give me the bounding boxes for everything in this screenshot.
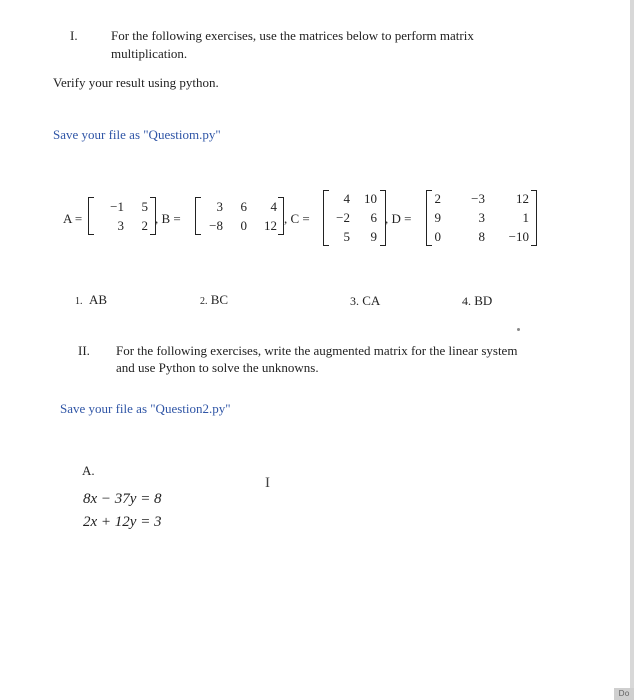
matrix-c-cell: 4 [343,191,350,206]
matrix-d-cell: 3 [478,210,485,225]
exercise-label: CA [362,293,381,308]
matrix-b-cell: 6 [240,199,247,214]
exercise-number: 4. [462,294,471,308]
stray-dot [517,328,520,331]
section-1-instruction-line-1: For the following exercises, use the matrices below to perform matrix [111,28,474,43]
matrix-c-cell: −2 [336,210,350,225]
matrix-d-cell: 2 [434,191,441,206]
matrix-d-cell: 8 [478,229,485,244]
matrix-d-cell: 12 [516,191,529,206]
matrix-a-cell: 5 [141,199,148,214]
matrix-a-cell: 2 [141,218,148,233]
matrix-a-cell: −1 [110,199,124,214]
matrix-c-cell: 10 [364,191,377,206]
matrix-d-cell: −3 [471,191,485,206]
matrix-c-cell: 9 [370,229,377,244]
equation-2: 2x + 12y = 3 [83,514,162,530]
corner-badge[interactable]: Do [614,688,634,700]
section-1-numeral: I. [70,28,78,43]
exercise-number: 1. [75,296,83,307]
matrix-a-left-bracket [88,197,94,235]
part-a-label: A. [82,463,95,478]
matrix-c-cell: 5 [343,229,350,244]
verify-note: Verify your result using python. [53,75,219,90]
matrix-c-label: , C = [284,211,310,226]
section-1-instruction-line-2: multiplication. [111,46,188,61]
matrix-b-cell: 4 [270,199,277,214]
save-note-question-1: Save your file as "Questiom.py" [53,127,221,142]
exercise-4 [462,292,492,310]
matrix-d-right-bracket [531,190,537,246]
matrix-d-cell: 0 [434,229,441,244]
exercise-3 [350,292,380,310]
matrix-c-cell: 6 [370,210,377,225]
matrix-d-cell: −10 [508,229,529,244]
page-edge-shadow [630,0,634,700]
exercise-1 [75,291,107,310]
matrix-d-cell: 9 [434,210,441,225]
matrix-b-cell: −8 [209,218,223,233]
matrix-a-label: A = [63,211,83,226]
section-2-instruction-line-1: For the following exercises, write the augmented matrix for the linear system [116,343,518,358]
matrix-b-label: , B = [155,211,181,226]
exercise-label: BD [474,293,493,308]
equation-1: 8x − 37y = 8 [83,491,162,507]
exercise-2 [200,291,228,310]
matrix-a-cell: 3 [117,218,124,233]
section-2-instruction-line-2: and use Python to solve the unknowns. [116,360,319,375]
exercise-number: 3. [350,294,359,308]
matrix-b-cell: 3 [216,199,223,214]
matrix-d-cell: 1 [522,210,529,225]
save-note-question-2: Save your file as "Question2.py" [60,401,231,416]
exercise-number: 2. [200,296,208,307]
matrix-d-label: , D = [385,211,412,226]
matrix-b-cell: 12 [264,218,277,233]
matrix-b-cell: 0 [240,218,247,233]
exercise-label: AB [89,292,108,307]
exercise-label: BC [210,292,229,307]
section-2-numeral: II. [78,343,90,358]
text-cursor-icon: I [265,475,270,491]
